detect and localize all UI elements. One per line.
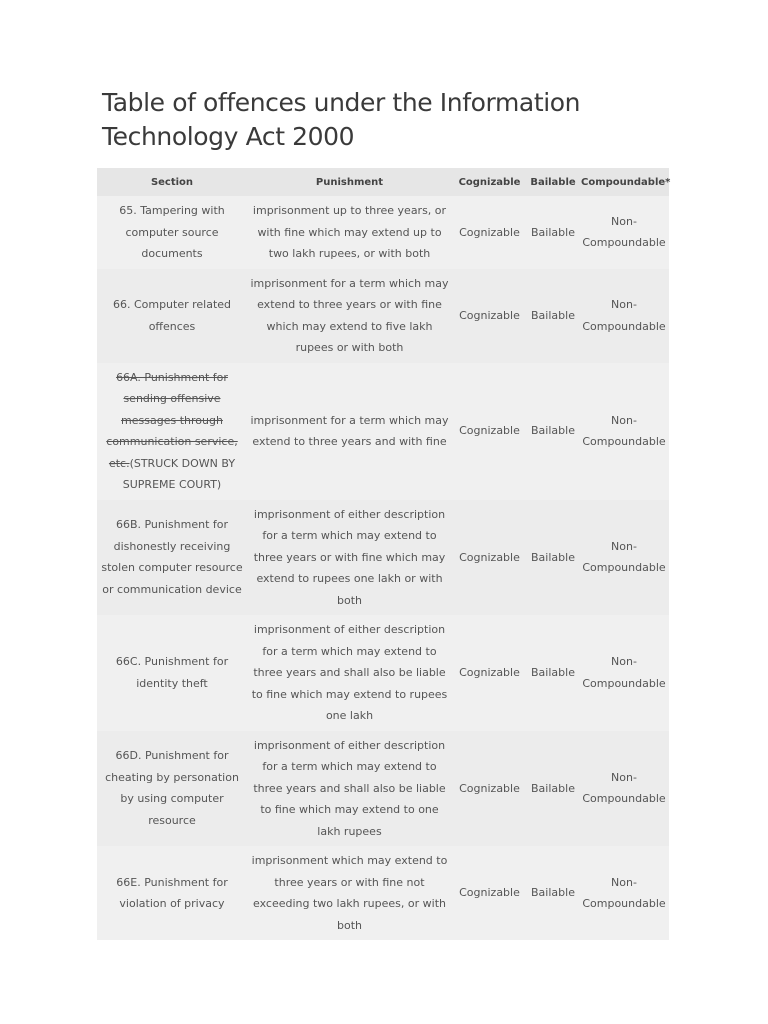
cell-compoundable: Non-Compoundable <box>579 269 669 363</box>
cell-punishment: imprisonment which may extend to three years or with fine not exceeding two lakh rupees, or with both <box>247 846 452 940</box>
cell-bailable: Bailable <box>527 846 579 940</box>
cell-section <box>97 363 247 500</box>
table-row <box>97 500 669 616</box>
cell-compoundable: Non-Compoundable <box>579 846 669 940</box>
cell-cognizable: Cognizable <box>452 615 527 731</box>
cell-cognizable: Cognizable <box>452 500 527 616</box>
cell-section: 66C. Punishment for identity theft <box>97 615 247 731</box>
offences-table-container <box>97 168 669 940</box>
header-bailable: Bailable <box>527 168 579 196</box>
cell-punishment: imprisonment of either description for a term which may extend to three years and shall also be liable to fine which may extend to rupees one lakh <box>247 615 452 731</box>
cell-section: 65. Tampering with computer source documents <box>97 196 247 269</box>
table-row <box>97 269 669 363</box>
cell-bailable: Bailable <box>527 363 579 500</box>
header-punishment: Punishment <box>247 168 452 196</box>
cell-punishment: imprisonment of either description for a term which may extend to three years and shall also be liable to fine which may extend to one lakh rupees <box>247 731 452 847</box>
struck-section-text: 66A. Punishment for sending offensive messages through communication service, etc. <box>106 370 238 470</box>
section-note: (STRUCK DOWN BY SUPREME COURT) <box>122 456 236 491</box>
table-row <box>97 615 669 731</box>
table-row <box>97 363 669 500</box>
table-row <box>97 846 669 940</box>
cell-punishment: imprisonment up to three years, or with fine which may extend up to two lakh rupees, or with both <box>247 196 452 269</box>
offences-table <box>97 168 669 940</box>
header-section: Section <box>97 168 247 196</box>
cell-bailable: Bailable <box>527 269 579 363</box>
cell-compoundable: Non-Compoundable <box>579 363 669 500</box>
cell-bailable: Bailable <box>527 500 579 616</box>
cell-cognizable: Cognizable <box>452 196 527 269</box>
cell-bailable: Bailable <box>527 196 579 269</box>
cell-compoundable: Non-Compoundable <box>579 615 669 731</box>
cell-section: 66B. Punishment for dishonestly receiving stolen computer resource or communication device <box>97 500 247 616</box>
table-row <box>97 196 669 269</box>
cell-punishment: imprisonment for a term which may extend to three years or with fine which may extend to five lakh rupees or with both <box>247 269 452 363</box>
cell-compoundable: Non-Compoundable <box>579 500 669 616</box>
cell-cognizable: Cognizable <box>452 731 527 847</box>
table-row <box>97 731 669 847</box>
table-header-row <box>97 168 669 196</box>
cell-punishment: imprisonment of either description for a term which may extend to three years or with fine which may extend to rupees one lakh or with both <box>247 500 452 616</box>
cell-section: 66D. Punishment for cheating by personation by using computer resource <box>97 731 247 847</box>
header-cognizable: Cognizable <box>452 168 527 196</box>
cell-compoundable: Non-Compoundable <box>579 731 669 847</box>
cell-bailable: Bailable <box>527 731 579 847</box>
cell-cognizable: Cognizable <box>452 846 527 940</box>
header-compoundable: Compoundable* <box>579 168 669 196</box>
cell-compoundable: Non-Compoundable <box>579 196 669 269</box>
cell-cognizable: Cognizable <box>452 363 527 500</box>
cell-punishment: imprisonment for a term which may extend to three years and with fine <box>247 363 452 500</box>
page-title: Table of offences under the Information Technology Act 2000 <box>102 88 581 151</box>
cell-section: 66. Computer related offences <box>97 269 247 363</box>
cell-bailable: Bailable <box>527 615 579 731</box>
cell-section: 66E. Punishment for violation of privacy <box>97 846 247 940</box>
cell-cognizable: Cognizable <box>452 269 527 363</box>
